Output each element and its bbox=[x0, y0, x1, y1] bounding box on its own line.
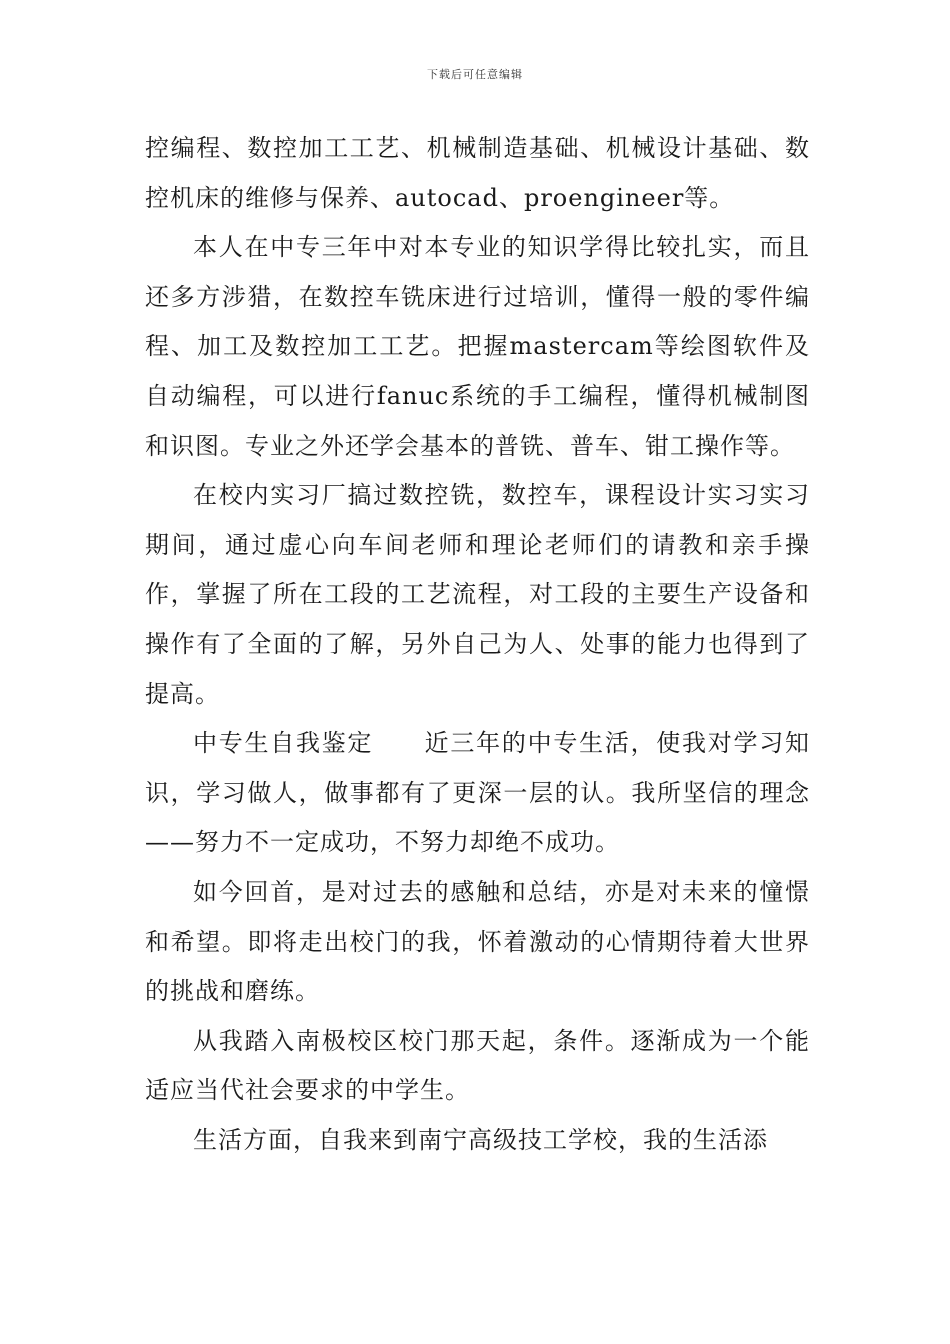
paragraph-3: 在校内实习厂搞过数控铣，数控车，课程设计实习实习期间，通过虚心向车间老师和理论老师们的请教和亲手操作，掌握了所在工段的工艺流程，对工段的主要生产设备和操作有了全面的了解，另外自己为人、处事的能力也得到了提高。 bbox=[145, 481, 810, 708]
paragraph-6: 从我踏入南极校区校门那天起，条件。逐渐成为一个能适应当代社会要求的中学生。 bbox=[145, 1026, 810, 1105]
paragraph-5: 如今回首，是对过去的感触和总结，亦是对未来的憧憬和希望。即将走出校门的我，怀着激动的心情期待着大世界的挑战和磨练。 bbox=[145, 877, 810, 1006]
paragraph-2: 本人在中专三年中对本专业的知识学得比较扎实，而且还多方涉猎，在数控车铣床进行过培训，懂得一般的零件编程、加工及数控加工工艺。把握mastercam等绘图软件及自动编程，可以进行fanuc系统的手工编程，懂得机械制图和识图。专业之外还学会基本的普铣、普车、钳工操作等。 bbox=[145, 233, 810, 460]
paragraph-4: 中专生自我鉴定 近三年的中专生活，使我对学习知识，学习做人，做事都有了更深一层的认。我所坚信的理念——努力不一定成功，不努力却绝不成功。 bbox=[145, 729, 810, 857]
document-body bbox=[145, 124, 810, 1165]
page-header-note: 下载后可任意编辑 bbox=[427, 68, 523, 81]
paragraph-1: 控编程、数控加工工艺、机械制造基础、机械设计基础、数控机床的维修与保养、autocad、proengineer等。 bbox=[145, 134, 810, 212]
paragraph-7: 生活方面，自我来到南宁高级技工学校，我的生活添 bbox=[193, 1125, 768, 1154]
